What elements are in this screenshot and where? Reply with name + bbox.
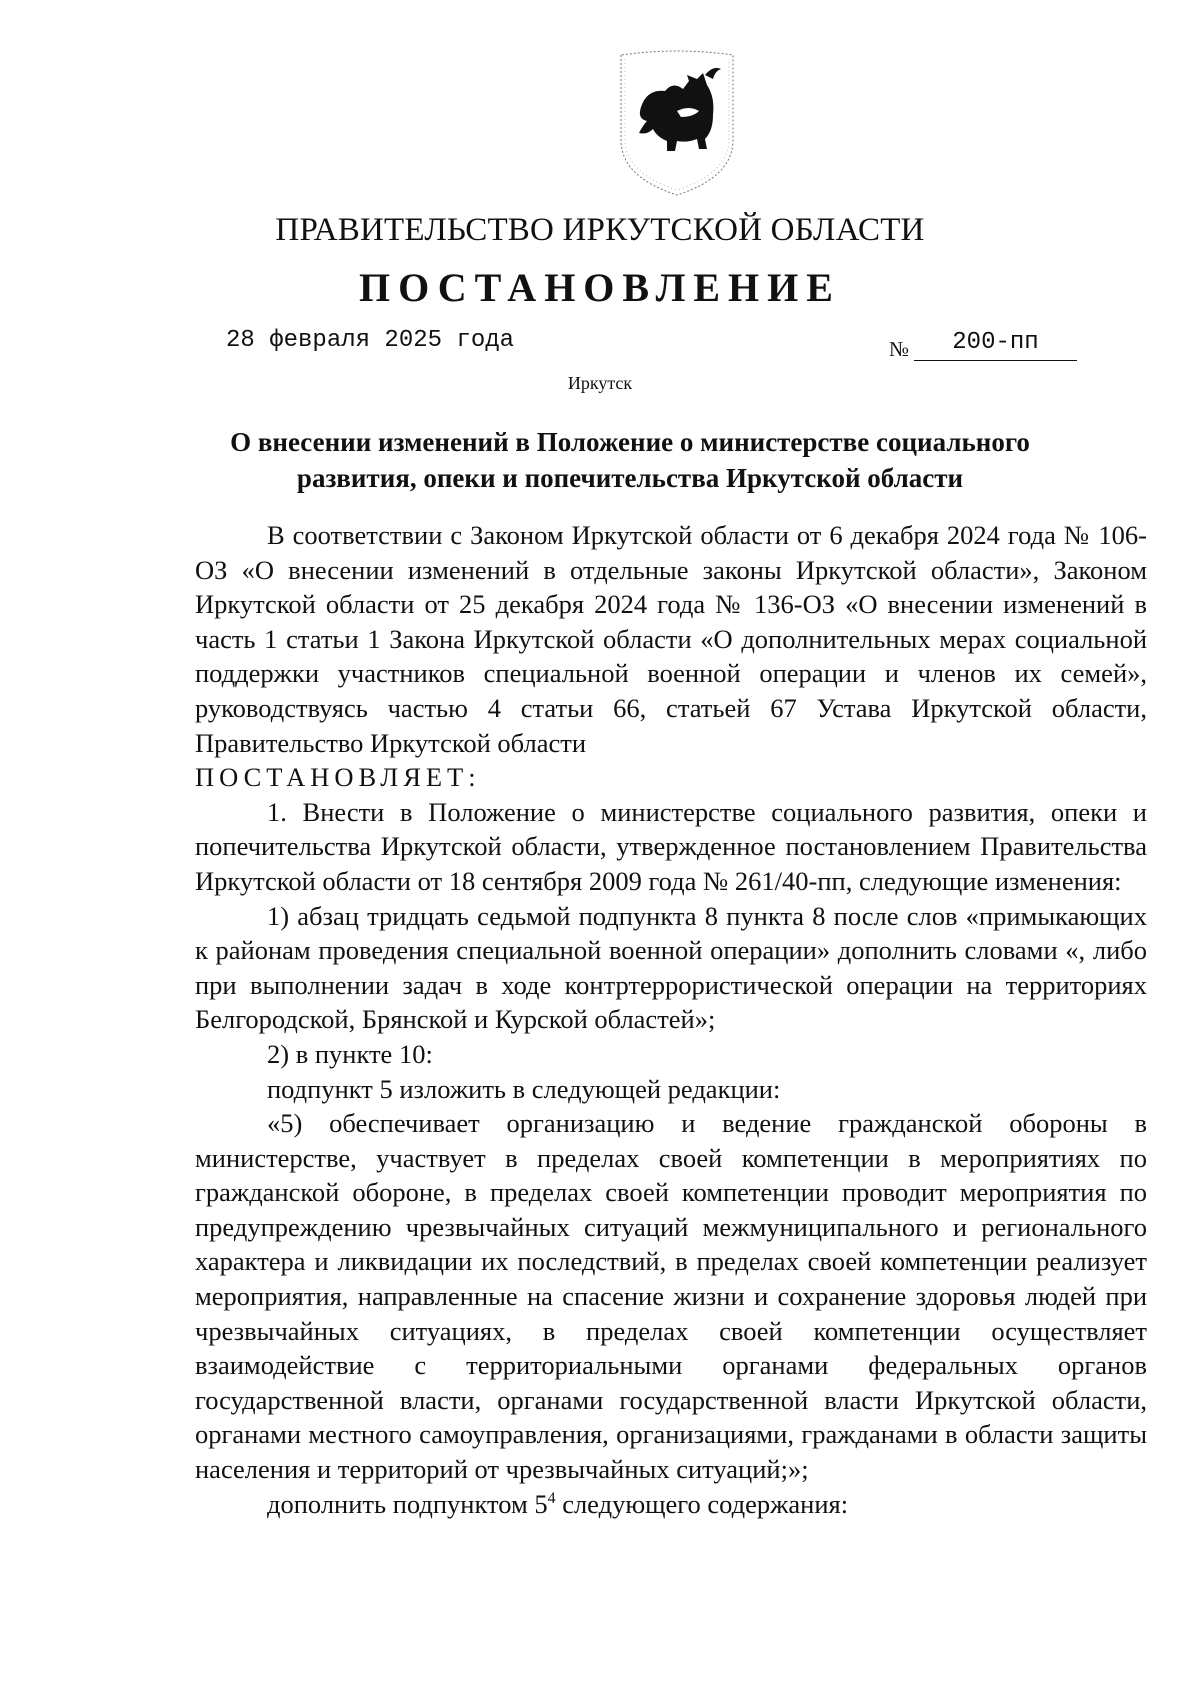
item-1-2c-paragraph — [195, 1487, 1147, 1522]
item-1-2-paragraph: 2) в пункте 10: — [267, 1038, 433, 1069]
document-type: ПОСТАНОВЛЕНИЕ — [359, 265, 841, 310]
decree-word: ПОСТАНОВЛЯЕТ: — [195, 762, 481, 793]
number-label: № — [889, 337, 910, 361]
document-date: 28 февраля 2025 года — [226, 327, 515, 354]
item-1-2c-text-end: следующего содержания: — [555, 1488, 849, 1519]
title-line-1: О внесении изменений в Положение о министерстве социального — [230, 427, 1030, 457]
item-1-paragraph: 1. Внести в Положение о министерстве социального развития, опеки и попечительства Иркутской области, утвержденное постановлением Правительства Иркутской области от 18 сентября 2009 года № 261/40-пп, следующие изменения: — [195, 796, 1147, 896]
item-1-2a-paragraph: подпункт 5 изложить в следующей редакции: — [267, 1073, 781, 1104]
document-number: 200-пп — [914, 326, 1077, 361]
government-name: ПРАВИТЕЛЬСТВО ИРКУТСКОЙ ОБЛАСТИ — [275, 212, 925, 248]
item-1-2c-text: дополнить подпунктом 5 — [267, 1488, 548, 1519]
document-body — [195, 518, 1147, 1521]
title-line-2: развития, опеки и попечительства Иркутской области — [296, 463, 964, 493]
preamble-paragraph: В соответствии с Законом Иркутской области от 6 декабря 2024 года № 106-ОЗ «О внесении изменений в отдельные законы Иркутской области», Законом Иркутской области от 25 декабря 2024 года № 136-ОЗ «О внесении изменений в часть 1 статьи 1 Закона Иркутской области «О дополнительных мерах социальной поддержки участников специальной военной операции и членов их семей», руководствуясь частью 4 статьи 66, статьей 67 Устава Иркутской области, Правительство Иркутской области — [195, 520, 1147, 758]
coat-of-arms-icon — [617, 45, 737, 197]
item-1-2b-paragraph: «5) обеспечивает организацию и ведение гражданской обороны в министерстве, участвует в пределах своей компетенции в мероприятиях по гражданской обороне, в пределах своей компетенции проводит мероприятия по предупреждению чрезвычайных ситуаций межмуниципального и регионального характера и ликвидации их последствий, в пределах своей компетенции реализует мероприятия, направленные на спасение жизни и сохранение здоровья людей при чрезвычайных ситуациях, в пределах своей компетенции осуществляет взаимодействие с территориальными органами федеральных органов государственной власти, органами государственной власти Иркутской области, органами местного самоуправления, организациями, гражданами в области защиты населения и территорий от чрезвычайных ситуаций;»; — [195, 1108, 1147, 1485]
item-1-2c-superscript: 4 — [547, 1489, 556, 1507]
document-city: Иркутск — [567, 373, 633, 393]
item-1-1-paragraph: 1) абзац тридцать седьмой подпункта 8 пункта 8 после слов «примыкающих к районам проведения специальной военной операции» дополнить словами «, либо при выполнении задач в ходе контртеррористической операции на территориях Белгородской, Брянской и Курской областей»; — [195, 900, 1147, 1035]
document-title — [180, 424, 1080, 496]
